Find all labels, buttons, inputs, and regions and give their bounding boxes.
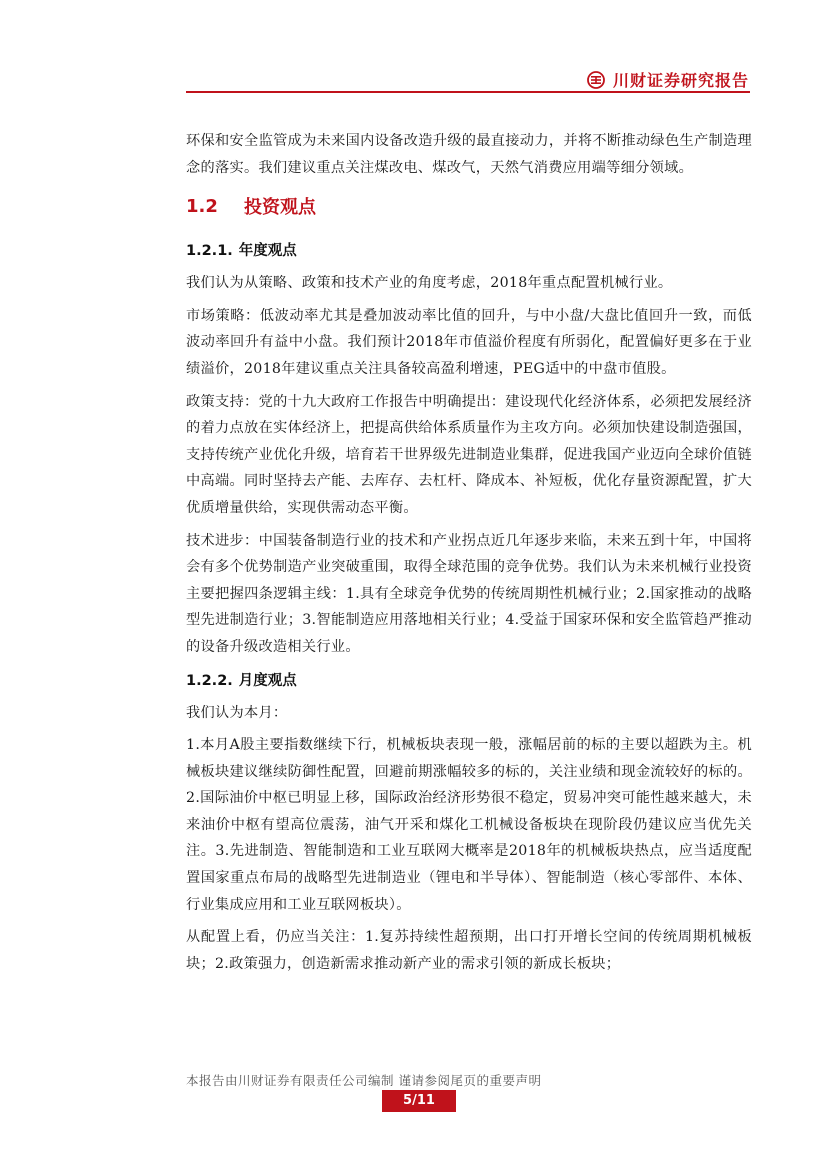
header-divider <box>186 91 750 93</box>
subsection-heading-annual <box>186 239 752 260</box>
brand <box>587 68 749 91</box>
section-heading <box>186 193 752 219</box>
section-number: 1.2 <box>186 195 218 217</box>
annual-paragraph: 我们认为从策略、政策和技术产业的角度考虑，2018年重点配置机械行业。 <box>186 275 673 292</box>
page-number-badge: 5/11 <box>382 1090 456 1112</box>
annual-paragraph: 市场策略：低波动率尤其是叠加波动率比值的回升，与中小盘/大盘比值回升一致，而低波动率回升有益中小盘。我们预计2018年市值溢价程度有所弱化，配置偏好更多在于业绩溢价，2018年建议重点关注具备较高盈利增速，PEG适中的中盘市值股。 <box>186 307 752 377</box>
monthly-paragraph: 1.本月A股主要指数继续下行，机械板块表现一般，涨幅居前的标的主要以超跌为主。机械板块建议继续防御性配置，回避前期涨幅较多的标的，关注业绩和现金流较好的标的。2.国际油价中枢已明显上移，国际政治经济形势很不稳定，贸易冲突可能性越来越大，未来油价中枢有望高位震荡，油气开采和煤化工机械设备板块在现阶段仍建议应当优先关注。3.先进制造、智能制造和工业互联网大概率是2018年的机械板块热点，应当适度配置国家重点布局的战略型先进制造业（锂电和半导体）、智能制造（核心零部件、本体、行业集成应用和工业互联网板块）。 <box>186 737 752 913</box>
section-title: 投资观点 <box>244 197 316 219</box>
footer-disclaimer: 本报告由川财证券有限责任公司编制 谨请参阅尾页的重要声明 <box>186 1073 542 1088</box>
report-body <box>186 128 752 985</box>
brand-title: 川财证券研究报告 <box>612 71 749 90</box>
monthly-paragraph: 从配置上看，仍应当关注：1.复苏持续性超预期，出口打开增长空间的传统周期机械板块；2.政策强力，创造新需求推动新产业的需求引领的新成长板块； <box>186 929 752 972</box>
annual-paragraph: 政策支持：党的十九大政府工作报告中明确提出：建设现代化经济体系，必须把发展经济的着力点放在实体经济上，把提高供给体系质量作为主攻方向。必须加快建设制造强国，支持传统产业优化升级，培育若干世界级先进制造业集群，促进我国产业迈向全球价值链中高端。同时坚持去产能、去库存、去杠杆、降成本、补短板，优化存量资源配置，扩大优质增量供给，实现供需动态平衡。 <box>186 393 752 516</box>
subsection-heading-monthly <box>186 669 752 690</box>
subsection-number: 1.2.1. <box>186 243 233 260</box>
subsection-number: 1.2.2. <box>186 672 233 689</box>
page-header <box>0 0 827 100</box>
intro-paragraph: 环保和安全监管成为未来国内设备改造升级的最直接动力，并将不断推动绿色生产制造理念的落实。我们建议重点关注煤改电、煤改气，天然气消费应用端等细分领域。 <box>186 133 752 176</box>
chuancai-logo-icon <box>587 71 605 89</box>
annual-paragraph: 技术进步：中国装备制造行业的技术和产业拐点近几年逐步来临，未来五到十年，中国将会有多个优势制造产业突破重围，取得全球范围的竞争优势。我们认为未来机械行业投资主要把握四条逻辑主线：1.具有全球竞争优势的传统周期性机械行业；2.国家推动的战略型先进制造行业；3.智能制造应用落地相关行业；4.受益于国家环保和安全监管趋严推动的设备升级改造相关行业。 <box>186 532 752 655</box>
subsection-title: 年度观点 <box>238 243 297 260</box>
monthly-paragraph: 我们认为本月： <box>186 704 288 721</box>
subsection-title: 月度观点 <box>238 672 297 689</box>
